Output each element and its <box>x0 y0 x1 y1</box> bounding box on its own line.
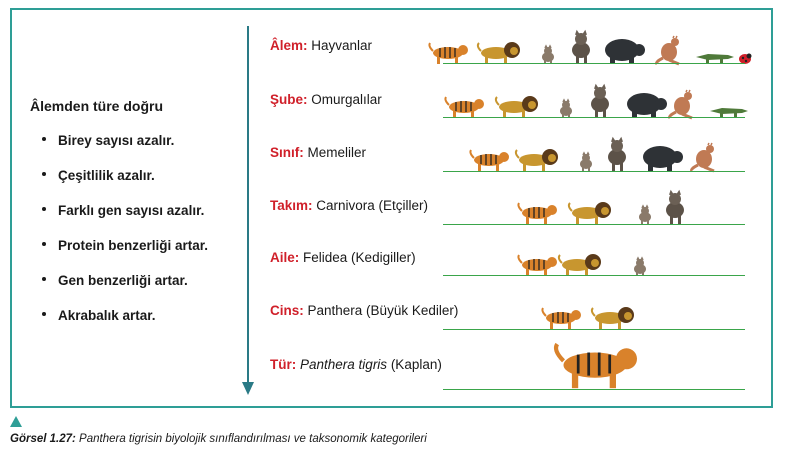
rank-row-aile <box>270 250 416 265</box>
lion-icon <box>514 147 558 171</box>
wolf-icon <box>604 139 630 171</box>
tiger-icon <box>428 42 468 64</box>
bear-icon <box>624 90 666 118</box>
cat-icon <box>637 206 653 224</box>
row-divider <box>443 275 745 276</box>
rank-name: (Kaplan) <box>387 357 442 372</box>
trend-item: Farklı gen sayısı azalır. <box>42 200 208 235</box>
kangaroo-icon <box>668 90 698 118</box>
animal-strip-6 <box>420 330 760 390</box>
rank-name: Panthera (Büyük Kediler) <box>307 303 459 318</box>
animal-strip-0 <box>420 26 760 66</box>
lion-icon <box>567 200 611 224</box>
bullet-icon <box>42 242 46 246</box>
rank-row-sube <box>270 92 382 107</box>
rank-label: Tür: <box>270 357 297 372</box>
rank-name: Hayvanlar <box>311 38 373 53</box>
trend-item: Akrabalık artar. <box>42 305 208 340</box>
left-panel-title: Âlemden türe doğru <box>30 98 164 114</box>
tiger-icon <box>517 202 557 224</box>
trend-item: Birey sayısı azalır. <box>42 130 208 165</box>
rank-name: Felidea (Kedigiller) <box>303 250 416 265</box>
cat-icon <box>578 153 594 171</box>
row-divider <box>443 117 745 118</box>
rank-label: Şube: <box>270 92 308 107</box>
rank-name: Omurgalılar <box>311 92 382 107</box>
wolf-icon <box>662 192 688 224</box>
kangaroo-icon <box>690 143 720 171</box>
cat-icon <box>632 258 648 276</box>
tiger-icon <box>553 342 637 388</box>
rank-label: Aile: <box>270 250 300 265</box>
trend-list <box>42 130 208 340</box>
trend-item: Gen benzerliği artar. <box>42 270 208 305</box>
bullet-icon <box>42 137 46 141</box>
figure-caption: Görsel 1.27: Panthera tigrisin biyolojik sınıflandırılması ve taksonomik kategorileri <box>10 433 427 445</box>
kangaroo-icon <box>655 36 685 64</box>
rank-label: Cins: <box>270 303 304 318</box>
animal-strip-5 <box>420 291 760 331</box>
rank-label: Sınıf: <box>270 145 304 160</box>
rank-row-alem <box>270 38 372 53</box>
bullet-icon <box>42 277 46 281</box>
rank-label: Âlem: <box>270 38 308 53</box>
lion-icon <box>557 252 601 276</box>
animal-strip-1 <box>420 80 760 120</box>
wolf-icon <box>568 32 594 64</box>
row-divider <box>443 63 745 64</box>
bullet-icon <box>42 207 46 211</box>
arrow-down-icon <box>242 382 254 395</box>
animal-strip-3 <box>420 186 760 226</box>
rank-row-sinif <box>270 145 366 160</box>
crocodile-icon <box>708 102 748 118</box>
hierarchy-arrow <box>247 26 249 386</box>
row-divider <box>443 171 745 172</box>
animal-strip-2 <box>420 133 760 173</box>
tiger-icon <box>541 307 581 329</box>
rank-row-tur <box>270 357 442 372</box>
trend-item: Çeşitlilik azalır. <box>42 165 208 200</box>
bullet-icon <box>42 312 46 316</box>
rank-label: Takım: <box>270 198 313 213</box>
lion-icon <box>590 305 634 329</box>
rank-row-takim <box>270 198 428 213</box>
crocodile-icon <box>694 48 734 64</box>
trend-item: Protein benzerliği artar. <box>42 235 208 270</box>
lion-icon <box>476 40 520 64</box>
tiger-icon <box>469 149 509 171</box>
bullet-icon <box>42 172 46 176</box>
row-divider <box>443 224 745 225</box>
caption-marker-icon <box>10 416 22 427</box>
rank-name: Carnivora (Etçiller) <box>316 198 429 213</box>
cat-icon <box>540 46 556 64</box>
bear-icon <box>640 143 682 171</box>
animal-strip-4 <box>420 238 760 278</box>
tiger-icon <box>444 96 484 118</box>
wolf-icon <box>587 86 613 118</box>
tiger-icon <box>517 254 557 276</box>
rank-name: Memeliler <box>307 145 367 160</box>
species-name: Panthera tigris <box>300 357 388 372</box>
lion-icon <box>494 94 538 118</box>
cat-icon <box>558 100 574 118</box>
bear-icon <box>602 36 644 64</box>
row-divider <box>443 389 745 390</box>
